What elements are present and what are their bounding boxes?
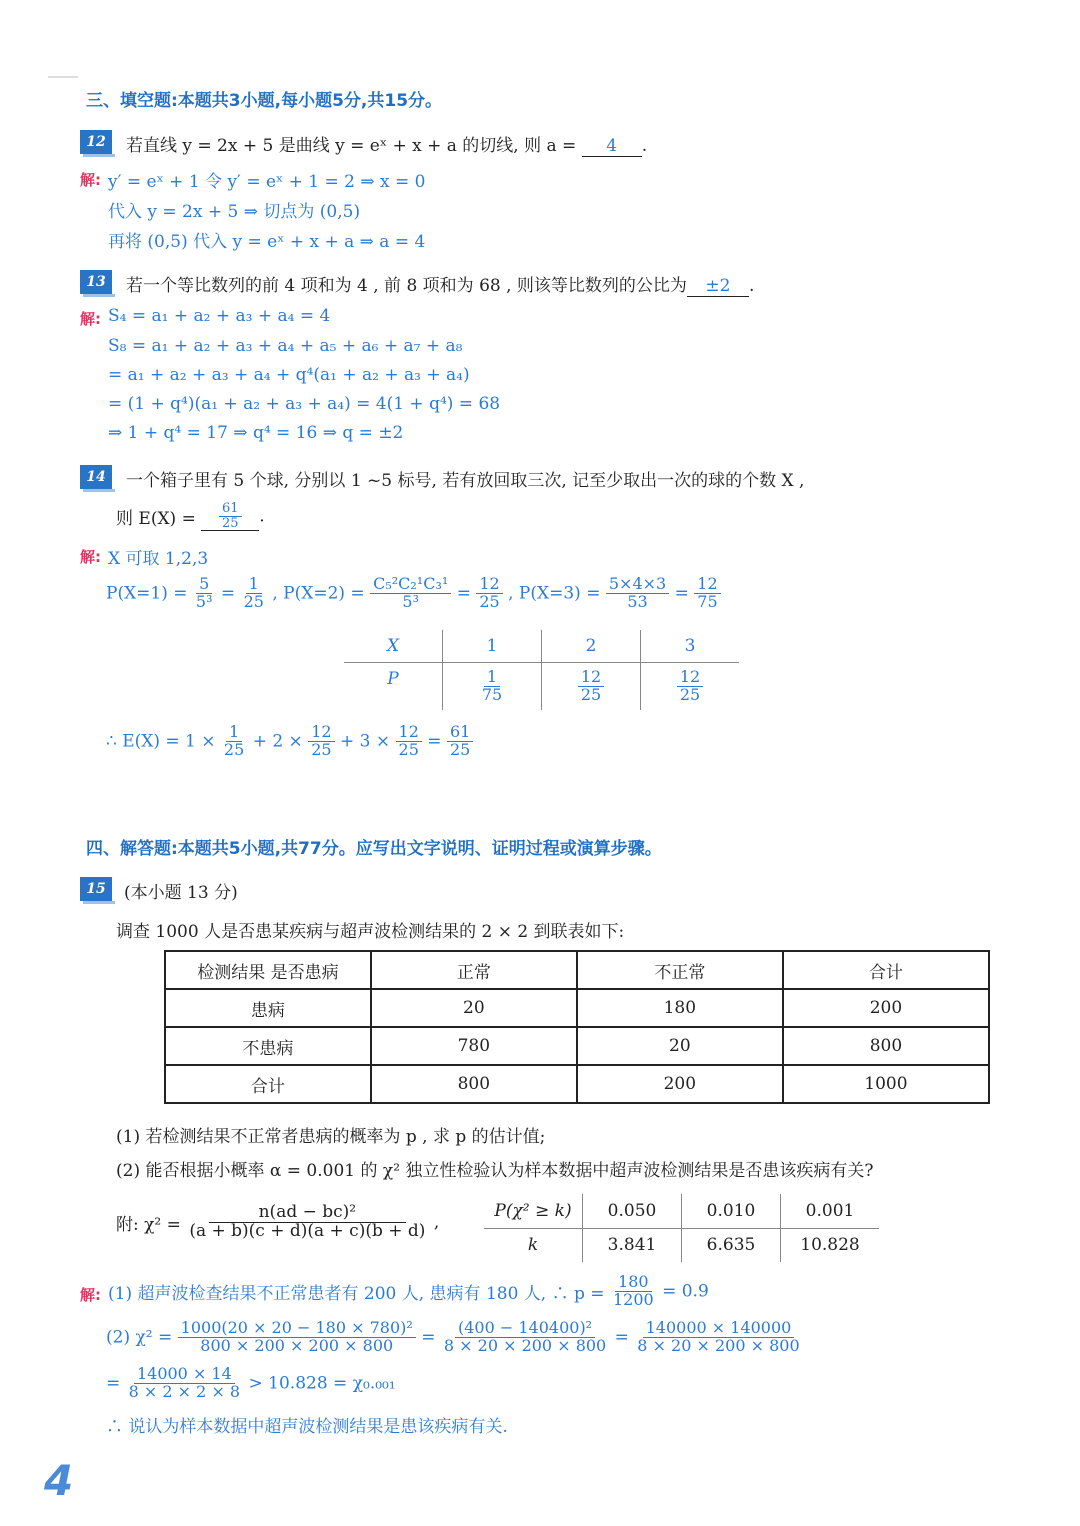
denominator: 25 (479, 591, 500, 611)
q15-intro: 调查 1000 人是否患某疾病与超声波检测结果的 2 × 2 到联表如下: (116, 922, 625, 942)
q12-stem-text: 若直线 y = 2x + 5 是曲线 y = eˣ + x + a 的切线, 则 a = (126, 136, 577, 156)
q15-appendix-formula: 附: χ² = $\frac{\text{n(ad − bc)²}}{(a + b)(c + d)(a + c)(b + d)}$ , (116, 1202, 440, 1241)
dist-header-cell: 1 (443, 630, 542, 662)
numerator: 140000 × 140000 (643, 1320, 795, 1338)
q15-solution-2: (2) χ² = $\frac{\text{1000(20 × 20 − 180 × 780)²}}{800 \times 200 \times 200 \times 800}$ = $\frac{\text{(400 − 140400)²}}{8 \times 20 \times 200 \times 800}$ = $\frac{140000 \times 140000}{8 \times 20 \times 200 \times 800}$ (106, 1320, 803, 1355)
fraction (634, 1320, 802, 1355)
fraction (694, 576, 720, 611)
denominator: 8 × 20 × 200 × 800 (443, 1335, 607, 1355)
dist-p-cell (542, 662, 641, 710)
denominator: 75 (481, 684, 503, 704)
numerator: 12 (578, 669, 604, 687)
table-cell: 200 (783, 989, 989, 1027)
ex-pre: ∴ E(X) = 1 × (106, 731, 216, 752)
crit-k-cell: 3.841 (583, 1228, 682, 1262)
page-number: 4 (44, 1456, 74, 1505)
fraction (479, 666, 505, 704)
numerator: 12 (694, 576, 720, 594)
denominator: (a + b)(c + d)(a + c)(b + d) (189, 1220, 426, 1241)
q12-solution-line: 代入 y = 2x + 5 ⇒ 切点为 (0,5) (108, 202, 361, 222)
section-4-title: 四、解答题:本题共5小题,共77分。应写出文字说明、证明过程或演算步骤。 (86, 839, 662, 859)
numerator: n(ad − bc)² (209, 1204, 407, 1223)
numerator: 12 (308, 724, 334, 742)
p1-lhs: P(X=1) = (106, 583, 188, 604)
denominator: 800 × 200 × 200 × 800 (200, 1335, 394, 1355)
crit-k-cell: k (484, 1228, 583, 1262)
dist-p-cell (641, 662, 740, 710)
fraction (606, 576, 669, 611)
p2-lhs: , P(X=2) = (272, 583, 365, 604)
denominator: 5³ (195, 591, 213, 611)
dist-header-cell: X (344, 630, 443, 662)
q14-answer-num: 61 (219, 502, 242, 517)
q13-solution-line: S₄ = a₁ + a₂ + a₃ + a₄ = 4 (108, 306, 331, 326)
table-cell: 780 (371, 1027, 577, 1065)
denominator: 5³ (402, 591, 419, 611)
numerator: 1 (484, 669, 500, 687)
numerator: (400 − 140400)² (455, 1320, 595, 1338)
q15-part2: (2) 能否根据小概率 α = 0.001 的 χ² 独立性检验认为样本数据中超声波检测结果是否患该疾病有关? (116, 1161, 874, 1181)
s3-pre: = (106, 1373, 121, 1394)
fraction (221, 724, 247, 759)
q14-stem2: 则 E(X) = (116, 509, 196, 530)
denominator: 25 (243, 591, 264, 611)
question-number-14: 14 (80, 465, 112, 489)
dist-header-cell: 3 (641, 630, 740, 662)
q14-answer-den: 25 (221, 515, 239, 531)
denominator: 25 (311, 739, 332, 759)
fraction (186, 1204, 428, 1241)
fraction (677, 666, 703, 704)
critical-value-table (484, 1194, 879, 1262)
numerator: 12 (476, 576, 502, 594)
fraction (396, 724, 422, 759)
question-number-13: 13 (80, 270, 112, 294)
fraction (241, 576, 267, 611)
top-mark (48, 76, 78, 78)
denominator: 8 × 20 × 200 × 800 (637, 1335, 800, 1355)
numerator: 1 (246, 576, 262, 594)
s3-post: > 10.828 = χ₀.₀₀₁ (248, 1373, 396, 1394)
p3-lhs: , P(X=3) = (508, 583, 601, 604)
ex-mid: + 3 × (339, 731, 391, 752)
fraction (476, 576, 502, 611)
q14-solution-label: 解: (80, 548, 101, 566)
numerator: 12 (677, 669, 703, 687)
q13-stem-text: 若一个等比数列的前 4 项和为 4 , 前 8 项和为 68 , 则该等比数列的公比为 (126, 276, 687, 296)
crit-k-cell: 10.828 (800, 1235, 860, 1256)
q14-answer-fraction (219, 502, 242, 530)
table-cell: 检测结果 是否患病 (165, 951, 371, 989)
table-cell: 1000 (783, 1065, 989, 1103)
numerator: 5 (196, 576, 212, 594)
q12-solution-label: 解: (80, 171, 101, 189)
q15-solution-3 (106, 1366, 396, 1401)
table-cell: 800 (371, 1065, 577, 1103)
dist-header-cell: 2 (542, 630, 641, 662)
denominator: 25 (580, 684, 602, 704)
fraction (447, 724, 473, 759)
table-cell: 正常 (371, 951, 577, 989)
denominator: 8 × 2 × 2 × 8 (128, 1381, 241, 1401)
s1-post: = 0.9 (662, 1281, 709, 1302)
q13-solution-line: S₈ = a₁ + a₂ + a₃ + a₄ + a₅ + a₆ + a₇ + a₈ (108, 336, 463, 356)
distribution-table (344, 630, 739, 710)
denominator: 25 (449, 739, 471, 759)
numerator: 61 (447, 724, 473, 742)
fraction (193, 576, 216, 611)
table-cell: 不患病 (165, 1027, 371, 1065)
crit-k-cell: 6.635 (682, 1228, 781, 1262)
denominator: 25 (223, 739, 245, 759)
table-cell: 20 (371, 989, 577, 1027)
denominator: 25 (398, 739, 419, 759)
appendix-label: 附: χ² = (116, 1214, 181, 1235)
q13-stem: 若一个等比数列的前 4 项和为 4 , 前 8 项和为 68 , 则该等比数列的公比为 ±2 . (126, 276, 755, 296)
s1-pre: (1) 超声波检查结果不正常患者有 200 人, 患病有 180 人, ∴ p = (108, 1283, 605, 1304)
crit-header-cell: 0.010 (682, 1194, 781, 1228)
fraction (441, 1320, 609, 1355)
q15-score: (本小题 13 分) (124, 883, 238, 903)
ex-mid: + 2 × (252, 731, 303, 752)
q14-stem-line2: 则 E(X) = $\frac{61}{25}$ . (116, 501, 265, 531)
denominator: 53 (627, 591, 648, 611)
fraction (308, 724, 334, 759)
fraction (578, 666, 604, 704)
q14-expectation: ∴ E(X) = 1 × $\frac{1}{25}$ + 2 × $\frac{12}{25}$ + 3 × $\frac{12}{25}$ = $\frac{61}{25}$ (106, 724, 473, 759)
numerator: 1000(20 × 20 − 180 × 780)² (178, 1320, 416, 1338)
numerator: 14000 × 14 (134, 1366, 235, 1384)
q13-solution-line: = a₁ + a₂ + a₃ + a₄ + q⁴(a₁ + a₂ + a₃ + a₄) (108, 365, 470, 385)
dist-p-cell (443, 662, 542, 710)
crit-header-cell: P(χ² ≥ k) (484, 1194, 583, 1228)
q13-answer: ±2 (687, 276, 749, 297)
q13-solution-line: ⇒ 1 + q⁴ = 17 ⇒ q⁴ = 16 ⇒ q = ±2 (108, 423, 404, 443)
q12-answer: 4 (582, 136, 642, 157)
table-cell: 200 (577, 1065, 783, 1103)
s2-pre: (2) χ² = (106, 1327, 173, 1348)
q14-stem: 一个箱子里有 5 个球, 分别以 1 ~5 标号, 若有放回取三次, 记至少取出一次的球的个数 X , (126, 471, 805, 491)
question-number-12: 12 (80, 130, 112, 154)
denominator: 25 (679, 684, 701, 704)
q13-solution-line: = (1 + q⁴)(a₁ + a₂ + a₃ + a₄) = 4(1 + q⁴) = 68 (108, 394, 501, 414)
q15-solution-label: 解: (80, 1286, 101, 1304)
table-cell: 不正常 (577, 951, 783, 989)
q12-solution-line: y′ = eˣ + 1 令 y′ = eˣ + 1 = 2 ⇒ x = 0 (108, 172, 426, 192)
q14-probabilities: P(X=1) = $\frac{5}{\text{5³}}$ = $\frac{1}{25}$ , P(X=2) = $\frac{\text{C₅²C₂¹C₃¹}}{\text{5³}}$ = $\frac{12}{25}$ , P(X=3) = $\frac{5\times 4\times 3}{53}$ = $\frac{12}{75}$ (106, 576, 721, 611)
denominator: 75 (697, 591, 718, 611)
numerator: 1 (226, 724, 242, 742)
table-cell: 20 (577, 1027, 783, 1065)
table-cell: 800 (783, 1027, 989, 1065)
contingency-table (164, 950, 990, 1104)
q13-solution-label: 解: (80, 310, 101, 328)
section-3-title: 三、填空题:本题共3小题,每小题5分,共15分。 (86, 91, 443, 111)
fraction (178, 1320, 416, 1355)
q12-solution-line: 再将 (0,5) 代入 y = eˣ + x + a ⇒ a = 4 (108, 232, 426, 252)
fraction (126, 1366, 243, 1401)
dist-p-label: P (344, 662, 443, 710)
question-number-15: 15 (80, 877, 112, 901)
numerator: C₅²C₂¹C₃¹ (370, 576, 451, 594)
fraction (610, 1274, 657, 1309)
q15-part1: (1) 若检测结果不正常者患病的概率为 p , 求 p 的估计值; (116, 1127, 546, 1147)
q15-solution-1 (108, 1274, 709, 1309)
q14-solution-line1: X 可取 1,2,3 (108, 549, 209, 569)
table-cell: 患病 (165, 989, 371, 1027)
numerator: 5×4×3 (606, 576, 669, 594)
numerator: 12 (396, 724, 422, 742)
table-cell: 合计 (165, 1065, 371, 1103)
numerator: 180 (615, 1274, 652, 1292)
table-cell: 合计 (783, 951, 989, 989)
q12-stem: 若直线 y = 2x + 5 是曲线 y = eˣ + x + a 的切线, 则 a = 4 . (126, 136, 648, 156)
denominator: 1200 (612, 1289, 654, 1309)
crit-header-cell: 0.050 (583, 1194, 682, 1228)
q15-conclusion: ∴ 说认为样本数据中超声波检测结果是患该疾病有关. (106, 1417, 508, 1437)
q14-answer (201, 502, 259, 531)
table-cell: 180 (577, 989, 783, 1027)
fraction (370, 576, 451, 611)
crit-header-cell: 0.001 (781, 1194, 880, 1228)
